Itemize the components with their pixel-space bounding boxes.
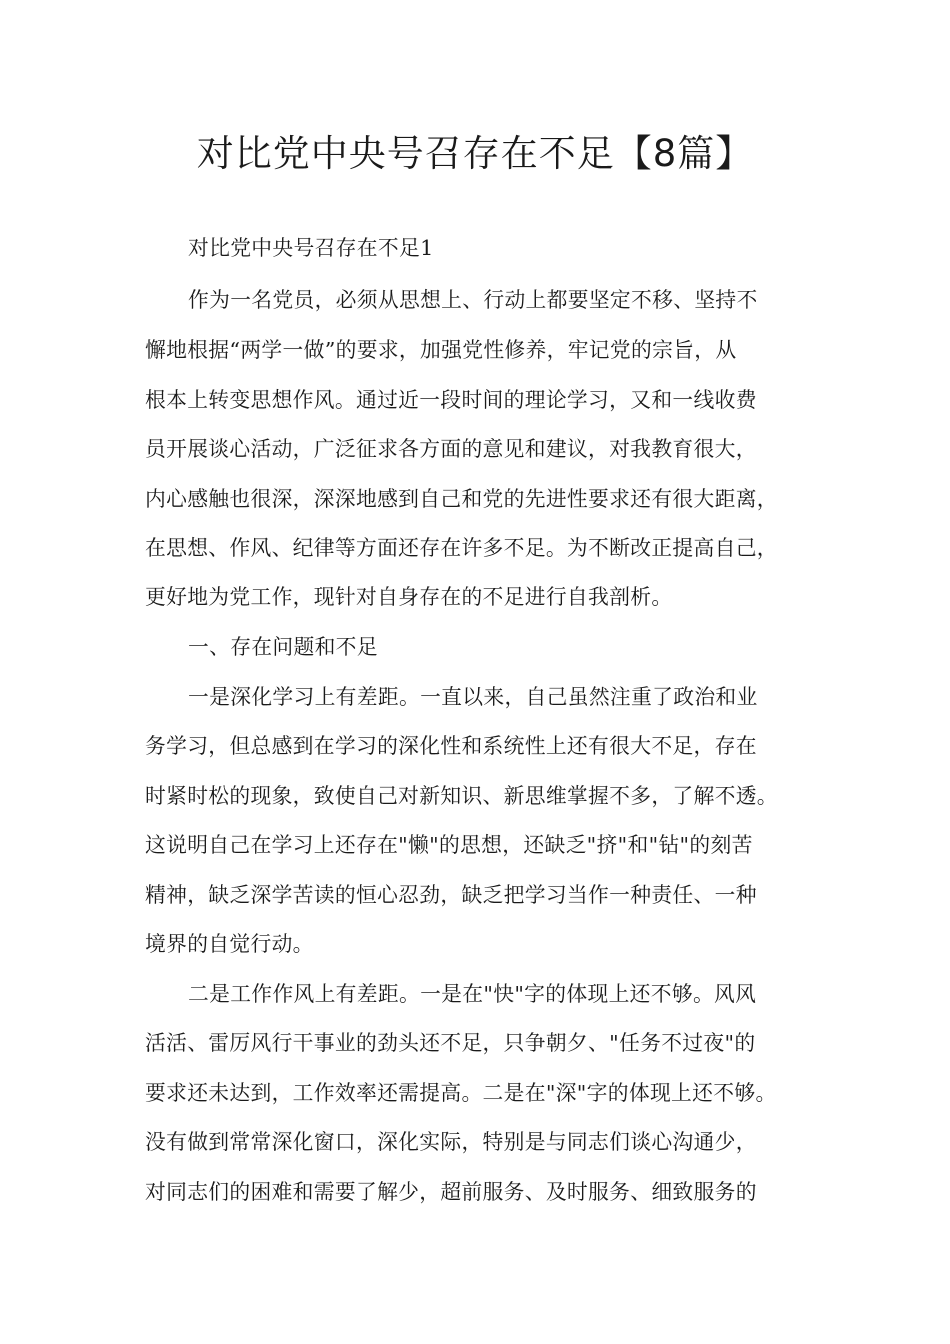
- paragraph-line: 内心感触也很深，深深地感到自己和党的先进性要求还有很大距离，: [145, 487, 778, 511]
- paragraph-line: 活活、雷厉风行干事业的劲头还不足，只争朝夕、"任务不过夜"的: [145, 1031, 756, 1055]
- paragraph-line: 二是工作作风上有差距。一是在"快"字的体现上还不够。风风: [188, 982, 757, 1006]
- document-title: 对比党中央号召存在不足【8篇】: [196, 132, 754, 175]
- paragraph-line: 懈地根据“两学一做”的要求，加强党性修养，牢记党的宗旨，从: [145, 338, 737, 362]
- paragraph-line: 精神，缺乏深学苦读的恒心忍劲，缺乏把学习当作一种责任、一种: [145, 883, 757, 907]
- subheading: 一、存在问题和不足: [188, 635, 378, 659]
- paragraph-line: 作为一名党员，必须从思想上、行动上都要坚定不移、坚持不: [188, 288, 758, 312]
- paragraph-line: 没有做到常常深化窗口，深化实际，特别是与同志们谈心沟通少，: [145, 1130, 757, 1154]
- section-heading: 对比党中央号召存在不足1: [188, 236, 434, 260]
- paragraph-line: 在思想、作风、纪律等方面还存在许多不足。为不断改正提高自己，: [145, 536, 778, 560]
- paragraph-line: 要求还未达到，工作效率还需提高。二是在"深"字的体现上还不够。: [145, 1081, 777, 1105]
- paragraph-line: 更好地为党工作，现针对自身存在的不足进行自我剖析。: [145, 585, 673, 609]
- paragraph-line: 对同志们的困难和需要了解少，超前服务、及时服务、细致服务的: [145, 1180, 757, 1204]
- paragraph-line: 根本上转变思想作风。通过近一段时间的理论学习，又和一线收费: [145, 388, 757, 412]
- paragraph-line: 境界的自觉行动。: [145, 932, 314, 956]
- paragraph-line: 务学习，但总感到在学习的深化性和系统性上还有很大不足，存在: [145, 734, 757, 758]
- paragraph-line: 一是深化学习上有差距。一直以来，自己虽然注重了政治和业: [188, 685, 758, 709]
- paragraph-line: 时紧时松的现象，致使自己对新知识、新思维掌握不多，了解不透。: [145, 784, 778, 808]
- paragraph-line: 员开展谈心活动，广泛征求各方面的意见和建议，对我教育很大，: [145, 437, 757, 461]
- paragraph-line: 这说明自己在学习上还存在"懒"的思想，还缺乏"挤"和"钻"的刻苦: [145, 833, 753, 857]
